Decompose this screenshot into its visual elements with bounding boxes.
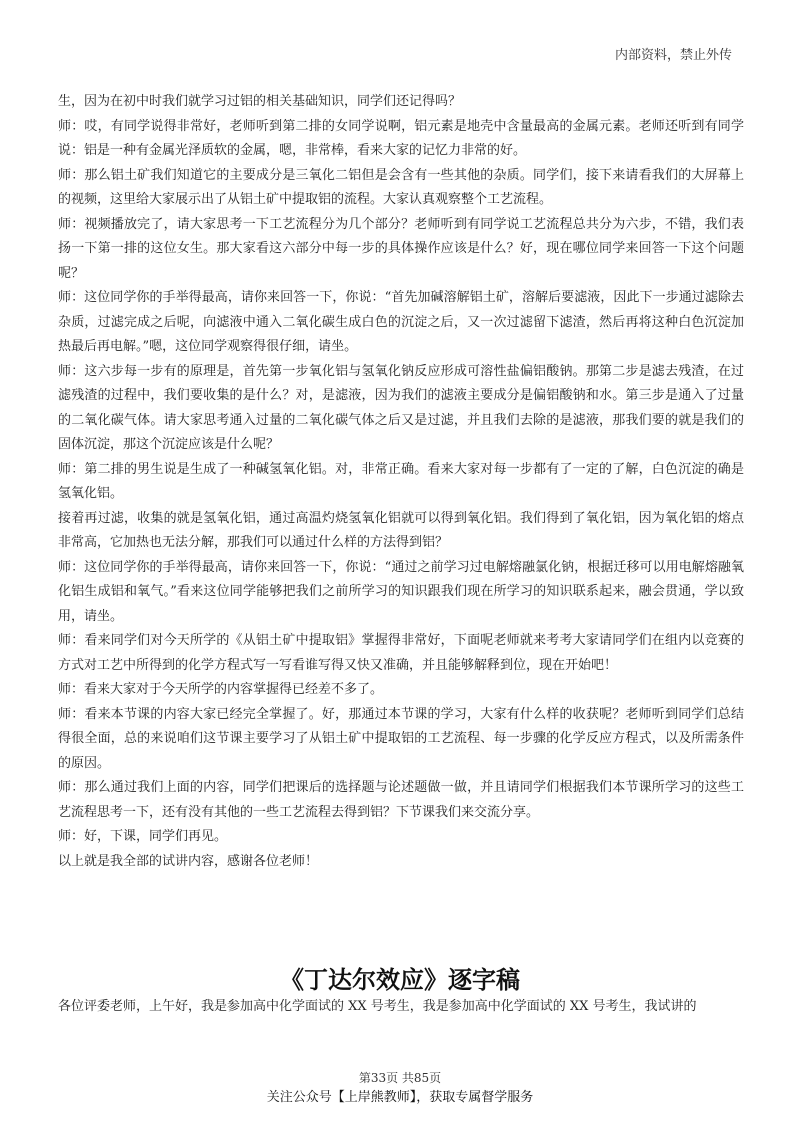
paragraph: 师：看来本节课的内容大家已经完全掌握了。好，那通过本节课的学习，大家有什么样的收获呢？老师听到同学们总结得很全面，总的来说咱们这节课主要学习了从铝土矿中提取铝的工艺流程、每一步骤的化学反应方程式，以及所需条件的原因。 [58,706,744,771]
paragraph: 师：视频播放完了，请大家思考一下工艺流程分为几个部分？老师听到有同学说工艺流程总共分为六步，不错，我们表扬一下第一排的这位女生。那大家看这六部分中每一步的具体操作应该是什么？好，现在哪位同学来回答一下这个问题呢？ [58,216,744,281]
paragraph: 师：第二排的男生说是生成了一种碱氢氧化铝。对，非常正确。看来大家对每一步都有了一定的了解，白色沉淀的确是氢氧化铝。 [58,461,744,501]
section-intro: 各位评委老师，上午好，我是参加高中化学面试的 XX 号考生，我是参加高中化学面试的 XX 号考生，我试讲的 [58,999,697,1014]
footer-promo: 关注公众号【上岸熊教师】，获取专属督学服务 [266,1090,534,1105]
paragraph: 师：看来同学们对今天所学的《从铝土矿中提取铝》掌握得非常好，下面呢老师就来考考大家请同学们在组内以竞赛的方式对工艺中所得到的化学方程式写一写看谁写得又快又准确，并且能够解释到位，现在开始吧！ [58,633,744,673]
paragraph: 师：好，下课，同学们再见。 [58,829,228,844]
paragraph: 接着再过滤，收集的就是氢氧化铝，通过高温灼烧氢氧化铝就可以得到氧化铝。我们得到了氧化铝，因为氧化铝的熔点非常高，它加热也无法分解，那我们可以通过什么样的方法得到铝？ [58,510,744,550]
document-body [58,90,744,874]
paragraph: 以上就是我全部的试讲内容，感谢各位老师！ [58,853,319,869]
paragraph: 师：看来大家对于今天所学的内容掌握得已经差不多了。 [58,682,384,697]
paragraph: 师：那么通过我们上面的内容，同学们把课后的选择题与论述题做一做，并且请同学们根据我们本节课所学习的这些工艺流程思考一下，还有没有其他的一些工艺流程去得到铝？下节课我们来交流分享。 [58,780,744,820]
section-title: 《丁达尔效应》逐字稿 [280,966,520,994]
page-number: 第33页 共85页 [358,1071,442,1085]
paragraph: 师：这位同学你的手举得最高，请你来回答一下，你说：“通过之前学习过电解熔融氯化钠，根据迁移可以用电解熔融氧化铝生成铝和氧气。”看来这位同学能够把我们之前所学习的知识跟我们现在所学习的知识联系起来，融会贯通，学以致用，请坐。 [58,559,744,624]
paragraph: 师：这位同学你的手举得最高，请你来回答一下，你说：“首先加碱溶解铝土矿，溶解后要滤液，因此下一步通过滤除去杂质，过滤完成之后呢，向滤液中通入二氧化碳生成白色的沉淀之后，又一次过滤留下滤渣，然后再将这种白色沉淀加热最后再电解。”嗯，这位同学观察得很仔细，请坐。 [58,290,744,354]
confidential-note: 内部资料，禁止外传 [614,48,732,63]
paragraph: 生，因为在初中时我们就学习过铝的相关基础知识，同学们还记得吗？ [58,94,462,109]
paragraph: 师：这六步每一步有的原理是，首先第一步氧化铝与氢氧化钠反应形成可溶性盐偏铝酸钠。那第二步是滤去残渣，在过滤残渣的过程中，我们要收集的是什么？对，是滤液，因为我们的滤液主要成分是偏铝酸钠和水。第三步是通入了过量的二氧化碳气体。请大家思考通入过量的二氧化碳气体之后又是过滤，并且我们去除的是滤液，那我们要的就是我们的固体沉淀，那这个沉淀应该是什么呢？ [58,363,744,452]
paragraph: 师：那么铝土矿我们知道它的主要成分是三氧化二铝但是会含有一些其他的杂质。同学们，接下来请看我们的大屏幕上的视频，这里给大家展示出了从铝土矿中提取铝的流程。大家认真观察整个工艺流程。 [58,167,744,207]
paragraph: 师：哎，有同学说得非常好，老师听到第二排的女同学说啊，铝元素是地壳中含量最高的金属元素。老师还听到有同学说：铝是一种有金属光泽质软的金属，嗯，非常棒，看来大家的记忆力非常的好。 [58,118,744,158]
